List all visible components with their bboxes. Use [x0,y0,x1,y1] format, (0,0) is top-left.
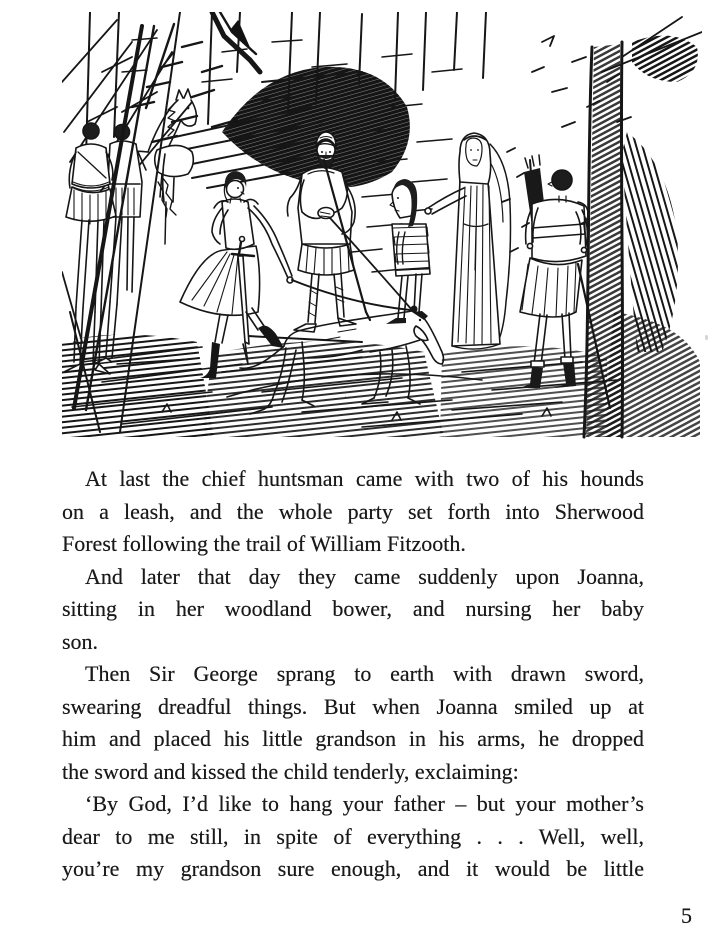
text-line: ‘By God, I’d like to hang your father – but your mother’s [85,791,644,816]
text-line: you’re my grandson sure enough, and it would be little [62,856,644,881]
text-line: on a leash, and the whole party set forth into Sherwood [62,498,644,524]
text-line: swearing dreadful things. But when Joanna smiled up at [62,693,644,719]
text-line: At last the chief huntsman came with two of his hounds [85,466,644,491]
text-line: him and placed his little grandson in his arms, he dropped [62,726,644,751]
text-line: sitting in her woodland bower, and nursing her baby [62,596,644,621]
illustration-lady [425,133,511,349]
text-line: Then Sir George sprang to earth with drawn sword, [85,661,644,686]
text-line: And later that day they came suddenly upon Joanna, [85,563,644,589]
illustration [62,12,702,442]
illustration-page-boy [386,179,430,324]
scan-artifact [705,335,708,340]
text-line: dear to me still, in spite of everything . . . Well, well, [62,823,644,849]
page-number: 5 [681,903,692,928]
text-line: the sword and kissed the child tenderly, exclaiming: [62,758,519,784]
text-line: son. [62,628,99,654]
body-text [62,463,644,886]
text-line: Forest following the trail of William Fitzooth. [62,531,466,556]
